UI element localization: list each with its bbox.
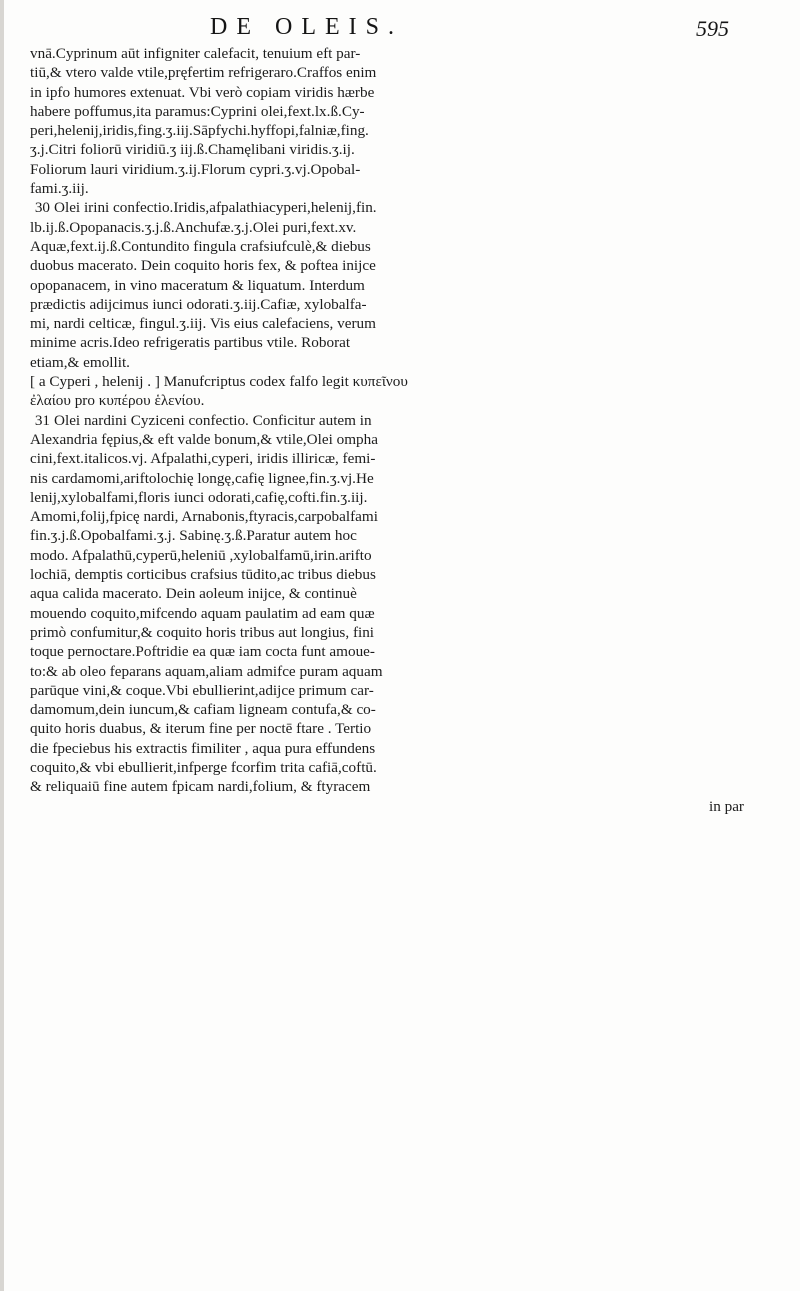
running-head-title: DE OLEIS.	[210, 14, 403, 40]
line-text: lenij,xylobalfami,floris iunci odorati,cafię,cofti.fin.ʒ.iij.	[30, 488, 368, 506]
text-line	[30, 121, 770, 140]
line-text: ʒ.j.Citri foliorū viridiū.ʒ iij.ß.Chamęlibani viridis.ʒ.ij.	[30, 141, 355, 159]
line-text: duobus macerato. Dein coquito horis fex, & poftea inijce	[30, 257, 376, 275]
text-line	[30, 353, 770, 372]
text-line	[30, 314, 770, 333]
line-text: etiam,& emollit.	[30, 353, 130, 371]
line-text: cini,fext.italicos.vj. Afpalathi,cyperi, iridis illiricæ, femi-	[30, 450, 376, 468]
line-text: modo. Afpalathū,cyperū,heleniū ,xylobalfamū,irin.arifto	[30, 546, 372, 564]
text-line	[30, 63, 770, 82]
text-line	[30, 739, 770, 758]
text-line	[30, 642, 770, 661]
line-text: coquito,& vbi ebullierit,infperge fcorfim trita cafiā,coftū.	[30, 758, 377, 776]
text-line	[30, 584, 770, 603]
line-text: opopanacem, in vino maceratum & liquatum. Interdum	[30, 276, 365, 294]
text-line	[30, 44, 770, 63]
text-line	[30, 507, 770, 526]
text-line	[30, 488, 770, 507]
line-text: to:& ab oleo feparans aquam,aliam admifce puram aquam	[30, 662, 383, 680]
text-line	[30, 700, 770, 719]
text-line	[30, 430, 770, 449]
text-line	[30, 662, 770, 681]
line-text: lochiā, demptis corticibus crafsius tūdito,ac tribus diebus	[30, 566, 376, 584]
line-text: vnā.Cyprinum aūt infigniter calefacit, tenuium eft par-	[30, 45, 361, 62]
line-text: ἐλαίου pro κυπέρου ἑλενίου.	[30, 392, 205, 410]
line-text: mouendo coquito,mifcendo aquam paulatim ad eam quæ	[30, 604, 375, 622]
line-text: peri,helenij,iridis,fing.ʒ.iij.Sāpfychi.hyffopi,falniæ,fing.	[30, 122, 369, 140]
paragraph-number: 31	[34, 411, 50, 429]
line-text: die fpeciebus his extractis fimiliter , aqua pura effundens	[30, 739, 376, 757]
line-text: fami.ʒ.iij.	[30, 180, 89, 198]
text-line	[30, 449, 770, 468]
text-line	[30, 526, 770, 545]
line-text: nis cardamomi,ariftolochię longę,cafię lignee,fin.ʒ.vj.He	[30, 469, 374, 487]
text-line	[30, 102, 770, 121]
text-line	[30, 777, 770, 796]
text-line	[30, 797, 770, 816]
page-gutter-edge	[0, 0, 4, 1291]
text-line	[30, 411, 770, 430]
text-line	[30, 140, 770, 159]
text-line	[30, 758, 770, 777]
text-line	[30, 372, 770, 391]
text-line	[30, 295, 770, 314]
running-head	[0, 14, 800, 44]
line-text: damomum,dein iuncum,& cafiam ligneam contufa,& co-	[30, 701, 376, 719]
text-line	[30, 256, 770, 275]
text-line	[30, 681, 770, 700]
text-line	[30, 546, 770, 565]
line-text: Aquæ,fext.ij.ß.Contundito fingula crafsiufculè,& diebus	[30, 237, 371, 255]
paragraph-number: 30	[34, 199, 50, 217]
line-text: mi, nardi celticæ, fingul.ʒ.iij. Vis eius calefaciens, verum	[30, 315, 376, 333]
line-text: fin.ʒ.j.ß.Opobalfami.ʒ.j. Sabinę.ʒ.ß.Paratur autem hoc	[30, 527, 357, 545]
line-text: Alexandria fępius,& eft valde bonum,& vtile,Olei ompha	[30, 430, 378, 448]
line-text: & reliquaiū fine autem fpicam nardi,folium, & ftyracem	[30, 778, 371, 796]
text-line	[30, 623, 770, 642]
line-text: [ a Cyperi , helenij . ] Manufcriptus codex falfo legit κυπεῖνου	[30, 373, 408, 391]
text-line	[30, 179, 770, 198]
line-text: Olei irini confectio.Iridis,afpalathiacyperi,helenij,fin.	[54, 199, 377, 217]
line-text: quito horis duabus, & iterum fine per noctē ftare . Tertio	[30, 720, 372, 738]
body-text	[30, 44, 770, 816]
line-text: in ipfo humores extenuat. Vbi verò copiam viridis hærbe	[30, 83, 375, 101]
line-text: Amomi,folij,fpicę nardi, Arnabonis,ftyracis,carpobalfami	[30, 508, 378, 526]
line-text: minime acris.Ideo refrigeratis partibus vtile. Roborat	[30, 334, 351, 352]
text-line	[30, 198, 770, 217]
text-line	[30, 218, 770, 237]
text-line	[30, 160, 770, 179]
line-text: aqua calida macerato. Dein aoleum inijce, & continuè	[30, 585, 357, 603]
line-text: primò confumitur,& coquito horis tribus aut longius, fini	[30, 623, 375, 641]
text-line	[30, 83, 770, 102]
line-text: toque pernoctare.Poftridie ea quæ iam cocta funt amoue-	[30, 643, 375, 661]
text-line	[30, 719, 770, 738]
line-text: parūque vini,& coque.Vbi ebullierint,adijce primum car-	[30, 681, 374, 699]
line-text: Foliorum lauri viridium.ʒ.ij.Florum cypri.ʒ.vj.Opobal-	[30, 160, 361, 178]
line-text: tiū,& vtero valde vtile,pręfertim refrigeraro.Craffos enim	[30, 64, 377, 82]
line-text: lb.ij.ß.Opopanacis.ʒ.j.ß.Anchufæ.ʒ.j.Olei puri,fext.xv.	[30, 218, 357, 236]
text-line	[30, 333, 770, 352]
page-number: 595	[696, 16, 729, 41]
text-line	[30, 237, 770, 256]
text-line	[30, 276, 770, 295]
line-text: in par	[708, 797, 744, 815]
text-line	[30, 565, 770, 584]
text-line	[30, 391, 770, 410]
text-line	[30, 469, 770, 488]
line-text: Olei nardini Cyziceni confectio. Conficitur autem in	[54, 411, 372, 429]
line-text: prædictis adijcimus iunci odorati.ʒ.iij.Cafiæ, xylobalfa-	[30, 295, 367, 313]
text-line	[30, 604, 770, 623]
line-text: habere poffumus,ita paramus:Cyprini olei,fext.lx.ß.Cy-	[30, 102, 365, 120]
